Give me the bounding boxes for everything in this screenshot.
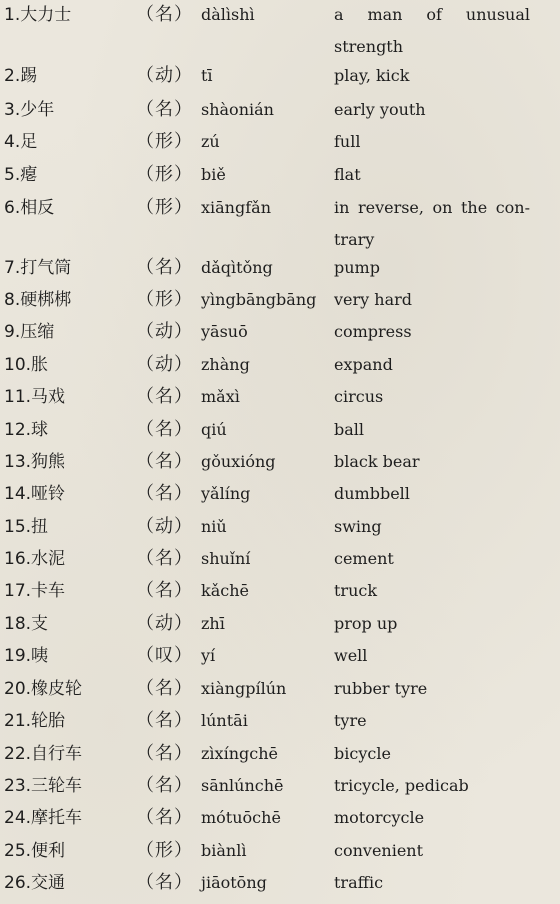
entry-number: 8. (4, 290, 21, 310)
entry-part-of-speech: （名） (136, 99, 193, 120)
entry-pinyin: yí (201, 646, 216, 665)
entry-number: 22. (4, 744, 32, 764)
entry-word: 三轮车 (31, 776, 83, 796)
entry-english-line: pump (334, 258, 380, 277)
entry-word: 压缩 (20, 322, 55, 342)
entry-pinyin: mótuōchē (201, 808, 281, 827)
entry-part-of-speech: （名） (136, 548, 193, 569)
entry-word: 水泥 (31, 549, 66, 569)
entry-english (334, 802, 530, 834)
entry-word: 足 (20, 132, 38, 152)
entry-number: 20. (4, 679, 32, 699)
entry-english (334, 192, 530, 256)
entry-pinyin: biànlì (201, 841, 247, 860)
entry-english-line: early youth (334, 100, 426, 119)
entry-number: 12. (4, 420, 32, 440)
entry-headword (4, 840, 65, 862)
entry-english (334, 446, 530, 478)
entry-english (334, 705, 530, 737)
vocab-entry (0, 872, 560, 904)
entry-headword (4, 257, 71, 279)
entry-part-of-speech: （名） (136, 678, 193, 699)
entry-english (334, 284, 530, 316)
entry-word: 自行车 (31, 744, 83, 764)
entry-english (334, 770, 530, 802)
entry-pinyin: zìxíngchē (201, 744, 278, 763)
entry-number: 16. (4, 549, 32, 569)
entry-headword (4, 872, 65, 894)
entry-pinyin: shuǐní (201, 549, 251, 568)
entry-part-of-speech: （名） (136, 872, 193, 893)
entry-part-of-speech: （叹） (136, 645, 193, 666)
entry-english-line: convenient (334, 841, 424, 860)
entry-headword (4, 164, 37, 186)
entry-part-of-speech: （名） (136, 775, 193, 796)
entry-pinyin: zhī (201, 614, 225, 633)
entry-english-line: play, kick (334, 66, 410, 85)
entry-pinyin: kǎchē (201, 581, 249, 600)
entry-english (334, 575, 530, 607)
entry-headword (4, 613, 48, 635)
entry-number: 11. (4, 387, 32, 407)
entry-pinyin: zú (201, 132, 220, 151)
entry-part-of-speech: （名） (136, 4, 193, 25)
entry-part-of-speech: （形） (136, 289, 193, 310)
entry-number: 7. (4, 258, 21, 278)
entry-pinyin: tī (201, 66, 213, 85)
entry-number: 9. (4, 322, 21, 342)
entry-english (334, 159, 530, 191)
entry-headword (4, 131, 37, 153)
entry-number: 5. (4, 165, 21, 185)
entry-english (334, 608, 530, 640)
entry-part-of-speech: （名） (136, 710, 193, 731)
vocab-entry (0, 65, 560, 97)
entry-headword (4, 321, 54, 343)
entry-pinyin: gǒuxióng (201, 452, 276, 471)
entry-pinyin: qiú (201, 420, 227, 439)
entry-word: 便利 (31, 841, 66, 861)
entry-headword (4, 451, 65, 473)
entry-headword (4, 645, 48, 667)
entry-headword (4, 197, 54, 219)
entry-number: 17. (4, 581, 32, 601)
entry-word: 硬梆梆 (20, 290, 72, 310)
entry-english-line: a man of unusual (334, 5, 530, 24)
entry-part-of-speech: （形） (136, 197, 193, 218)
entry-word: 支 (31, 614, 49, 634)
entry-headword (4, 743, 82, 765)
entry-headword (4, 386, 65, 408)
entry-word: 哑铃 (31, 484, 66, 504)
entry-pinyin: dǎqìtǒng (201, 258, 273, 277)
entry-word: 狗熊 (31, 452, 66, 472)
entry-pinyin: xiàngpílún (201, 679, 287, 698)
entry-english (334, 478, 530, 510)
entry-english-line: strength (334, 37, 404, 56)
entry-headword (4, 516, 48, 538)
entry-number: 14. (4, 484, 32, 504)
entry-english (334, 126, 530, 158)
entry-part-of-speech: （名） (136, 386, 193, 407)
entry-english (334, 738, 530, 770)
entry-part-of-speech: （动） (136, 65, 193, 86)
entry-english-line: very hard (334, 290, 413, 309)
entry-word: 橡皮轮 (31, 679, 83, 699)
entry-part-of-speech: （动） (136, 613, 193, 634)
entry-number: 21. (4, 711, 32, 731)
entry-english (334, 673, 530, 705)
entry-part-of-speech: （名） (136, 743, 193, 764)
entry-english (334, 414, 530, 446)
entry-word: 大力士 (20, 5, 72, 25)
entry-pinyin: xiāngfǎn (201, 198, 271, 217)
entry-headword (4, 483, 65, 505)
entry-word: 扭 (31, 517, 49, 537)
entry-number: 2. (4, 66, 21, 86)
entry-pinyin: yìngbāngbāng (201, 290, 317, 309)
entry-headword (4, 548, 65, 570)
entry-pinyin: yāsuō (201, 322, 248, 341)
entry-english (334, 316, 530, 348)
entry-pinyin: lúntāi (201, 711, 248, 730)
entry-english (334, 867, 530, 899)
entry-pinyin: sānlúnchē (201, 776, 284, 795)
entry-number: 19. (4, 646, 32, 666)
entry-word: 少年 (20, 100, 55, 120)
entry-part-of-speech: （名） (136, 807, 193, 828)
entry-headword (4, 419, 48, 441)
entry-word: 瘪 (20, 165, 38, 185)
entry-word: 轮胎 (31, 711, 66, 731)
entry-english-line: circus (334, 387, 384, 406)
entry-number: 18. (4, 614, 32, 634)
entry-pinyin: dàlìshì (201, 5, 255, 24)
entry-part-of-speech: （形） (136, 164, 193, 185)
entry-english (334, 60, 530, 92)
entry-pinyin: yǎlíng (201, 484, 251, 503)
entry-headword (4, 678, 82, 700)
entry-english-line: dumbbell (334, 484, 410, 503)
entry-number: 1. (4, 5, 21, 25)
entry-number: 26. (4, 873, 32, 893)
entry-english (334, 349, 530, 381)
entry-word: 相反 (20, 198, 55, 218)
entry-english-line: in reverse, on the con- (334, 198, 530, 217)
entry-part-of-speech: （形） (136, 131, 193, 152)
entry-word: 马戏 (31, 387, 66, 407)
entry-english (334, 543, 530, 575)
entry-english (334, 640, 530, 672)
vocab-entry (0, 4, 560, 56)
entry-english (334, 252, 530, 284)
entry-english-line: ball (334, 420, 365, 439)
entry-headword (4, 354, 48, 376)
entry-pinyin: shàonián (201, 100, 274, 119)
entry-word: 球 (31, 420, 49, 440)
entry-headword (4, 99, 54, 121)
entry-pinyin: jiāotōng (201, 873, 267, 892)
entry-part-of-speech: （名） (136, 257, 193, 278)
entry-part-of-speech: （动） (136, 516, 193, 537)
entry-english-line: expand (334, 355, 393, 374)
entry-part-of-speech: （名） (136, 580, 193, 601)
entry-english-line: full (334, 132, 361, 151)
entry-english (334, 511, 530, 543)
entry-part-of-speech: （动） (136, 321, 193, 342)
entry-word: 踢 (20, 66, 38, 86)
entry-english-line: motorcycle (334, 808, 425, 827)
entry-number: 24. (4, 808, 32, 828)
entry-part-of-speech: （动） (136, 354, 193, 375)
entry-english-line: flat (334, 165, 361, 184)
entry-pinyin: biě (201, 165, 226, 184)
entry-english (334, 381, 530, 413)
entry-word: 咦 (31, 646, 49, 666)
entry-number: 23. (4, 776, 32, 796)
entry-part-of-speech: （名） (136, 451, 193, 472)
entry-number: 3. (4, 100, 21, 120)
entry-english (334, 835, 530, 867)
entry-english-line: prop up (334, 614, 398, 633)
entry-headword (4, 710, 65, 732)
entry-english-line: black bear (334, 452, 420, 471)
entry-english-line: swing (334, 517, 382, 536)
entry-headword (4, 289, 71, 311)
entry-english-line: bicycle (334, 744, 391, 763)
entry-part-of-speech: （名） (136, 419, 193, 440)
entry-number: 6. (4, 198, 21, 218)
entry-word: 交通 (31, 873, 66, 893)
entry-headword (4, 4, 71, 26)
entry-word: 摩托车 (31, 808, 83, 828)
entry-english (334, 0, 530, 63)
entry-word: 胀 (31, 355, 49, 375)
entry-english-line: cement (334, 549, 394, 568)
entry-english-line: traffic (334, 873, 384, 892)
entry-word: 打气筒 (20, 258, 72, 278)
entry-english-line: trary (334, 230, 375, 249)
entry-english (334, 94, 530, 126)
entry-pinyin: niǔ (201, 517, 227, 536)
entry-english-line: rubber tyre (334, 679, 428, 698)
entry-part-of-speech: （形） (136, 840, 193, 861)
entry-headword (4, 65, 37, 87)
entry-english-line: tyre (334, 711, 367, 730)
entry-word: 卡车 (31, 581, 66, 601)
entry-part-of-speech: （名） (136, 483, 193, 504)
entry-headword (4, 580, 65, 602)
entry-headword (4, 807, 82, 829)
entry-number: 15. (4, 517, 32, 537)
entry-pinyin: mǎxì (201, 387, 240, 406)
entry-headword (4, 775, 82, 797)
vocab-entry (0, 197, 560, 249)
entry-number: 13. (4, 452, 32, 472)
entry-number: 10. (4, 355, 32, 375)
entry-english-line: compress (334, 322, 412, 341)
entry-pinyin: zhàng (201, 355, 250, 374)
entry-number: 4. (4, 132, 21, 152)
entry-english-line: well (334, 646, 368, 665)
entry-english-line: truck (334, 581, 378, 600)
entry-english-line: tricycle, pedicab (334, 776, 469, 795)
entry-number: 25. (4, 841, 32, 861)
